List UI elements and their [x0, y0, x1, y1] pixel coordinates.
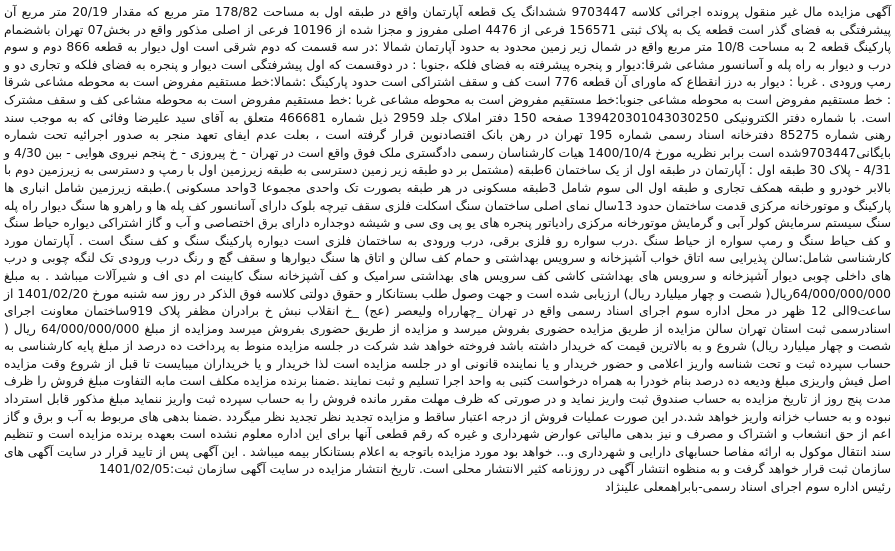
notice-body-text: آگهی مزایده مال غیر منقول پرونده اجرائی کلاسه 9703447 ششدانگ یک قطعه آپارتمان واقع در طبقه اول به مساحت 178/82 متر مربع که مقدار 20/19 متر مربع آن پیشرفتگی به فضای گذر است قطعه یک به پلاک ثبتی 156571 فرعی از 4476 اصلی مفروز و مجزا شده از 10196 فرعی از اصلی مذکور واقع در بخش07 تهران باشضمام پارکینگ قطعه 2 به مساحت 10/8 متر مربع واقع در شمال زیر زمین محدود به حدود آپارتمان شمالا :در سه قسمت که دوم شرقی است اول دیوار به قطعه 866 دوم و سوم درب و دیوار به راه پله و آسانسور مشاعی شرقا:دیوار و پنجره پیشرفته به فضای فلکه ،جنوبا : در دوقسمت که اول پیشرفتگی است دیوار و پنجره به فضای فلکه و تجاری دو و رمپ ورودی . غربا : دیوار به درز انقطاع که ماورای آن قطعه 776 است کف و سقف اشتراکی است حدود پارکینگ :شمالا:خط مستقیم مفروض است به محوطه مشاعی شرقا : خط مستقیم مفروض است به محوطه مشاعی جنوبا:خط مستقیم مفروض است به محوطه مشاعی غربا :خط مستقیم مفروض است به محوطه مشاعی کف و سقف مشترک است. با شماره دفتر الکترونیکی 139420301043030250 صفحه 150 دفتر املاک جلد 2959 ذیل شماره 466681 متعلق به آقای سید علیرضا وفائی که به موجب سند رهنی شماره 85275 دفترخانه اسناد رسمی شماره 195 تهران در رهن بانک اقتصادنوین قرار گرفته است ، بعلت عدم ایفای تعهد منجر به صدور اجرائیه تحت شماره بایگانی9703447شده است برابر نظریه مورخ 1400/10/4 هیات کارشناسان رسمی دادگستری ملک فوق واقع است در تهران - خ پیروزی - خ پنجم نیروی هوایی - بین 4/30 و 4/31 - پلاک 30 طبقه اول : آپارتمان در طبقه اول از یک ساختمان 6طبقه (مشتمل بر دو طبقه زیر زمین دسترسی به طبقه زیرزمین اول با رمپ و دسترسی به زیرزمین دوم با بالابر خودرو و طبقه همکف تجاری و طبقه اول الی سوم شامل 3طبقه مسکونی در هر طبقه بصورت تک واحدی مجموعا 3واحد مسکونی ).طبقه زیرزمین شامل انباری ها پارکینگ و موتورخانه مرکزی قدمت ساختمان حدود 13سال نمای اصلی ساختمان سنگ اسکلت فلزی سقف تیرچه بلوک دارای آسانسور کف پله ها و راهرو ها سنگ دیوار راه پله سنگ سیستم سرمایش کولر آبی و گرمایش موتورخانه مرکزی رادیاتور پنجره های یو پی وی سی و شیشه دوجداره دارای برق اختصاصی و آب و گاز اشتراکی دیواره حیاط سنگ و کف حیاط سنگ و رمپ سواره از حیاط سنگ .درب سواره رو فلزی برقی، درب ورودی به ساختمان فلزی است دیواره پارکینگ سنگ و کف سنگ است . آپارتمان مورد کارشناسی شامل:سالن پذیرایی سه اتاق خواب آشپزخانه و سرویس بهداشتی و حمام کف سالن و اتاق ها سنگ دیوارها و سقف گچ و رنگ درب ورودی تک لنگه چوبی و درب های داخلی چوبی دیوار آشپزخانه و سرویس های بهداشتی کاشی کف سرویس های بهداشتی سرامیک و کف آشپزخانه سنگ کابینت ام دی اف و شیرآلات میباشد . به مبلغ 64/000/000/000ریال( شصت و چهار میلیارد ریال) ارزیابی شده است و جهت وصول طلب بستانکار و حقوق دولتی کلاسه فوق الذکر در روز سه شنبه مورخ 1401/02/20 از ساعت9الی 12 ظهر در محل اداره سوم اجرای اسناد رسمی واقع در تهران _چهارراه ولیعصر (عج) _خ انقلاب نبش خ برادران مظفر پلاک 919ساختمان معاونت اجرای اسنادرسمی ثبت استان تهران سالن مزایده از طریق مزایده حضوری بفروش میرسد و مزایده از طریق حضوری بفروش میرسد ومزایده از مبلغ 64/000/000/000 ریال ( شصت و چهار میلیارد ریال) شروع و به بالاترین قیمت که خریدار داشته باشد فروخته خواهد شد شرکت در جلسه مزایده منوط به پرداخت ده درصد از مبلغ پایه کارشناسی به حساب سپرده ثبت و تحت شناسه واریز اعلامی و حضور خریدار و یا نماینده قانونی او در جلسه مزایده است لذا خریدار و یا خریداران میبایست تا قبل از شروع وقت مزایده اصل فیش واریزی مبلغ ودیعه ده درصد بنام خودرا به همراه درخواست کتبی به واحد اجرا تسلیم و ثبت نمایند .ضمنا برنده مزایده مکلف است مابه التفاوت مبلغ فروش را ظرف مدت پنج روز از تاریخ مزایده به حساب صندوق ثبت واریز نماید و در صورتی که ظرف مهلت مقرر مانده فروش را به حساب سپرده ثبت واریز ننماید مبلغ مذکور قابل استرداد نبوده و به حساب خزانه واریز خواهد شد.در این صورت عملیات فروش از درجه اعتبار ساقط و مزایده تجدید نظر تجدید نظر میگردد .ضمنا بدهی های مربوط به آب و برق و گاز اعم از حق انشعاب و اشتراک و مصرف و نیز بدهی مالیاتی عوارض شهرداری و غیره که رقم قطعی آنها برای این اداره معلوم نشده است بعهده برنده مزایده است و تنظیم سند انتقال موکول به ارائه مفاصا حسابهای دارایی و شهرداری و... خواهد بود مورد مزایده باتوجه به اعلام بستانکار بیمه میباشد . این آگهی پس از تایید قرار در سایت آگهی های سازمان ثبت قرار خواهد گرفت و به منظوه انتشار آگهی در روزنامه کثیر الانتشار محلی است. تاریخ انتشار مزایده در سایت آگهی سازمان ثبت:1401/02/05 [4, 5, 892, 477]
notice-signature: رئیس اداره سوم اجرای اسناد رسمی-بابراهمعلی علینژاد [605, 480, 891, 495]
